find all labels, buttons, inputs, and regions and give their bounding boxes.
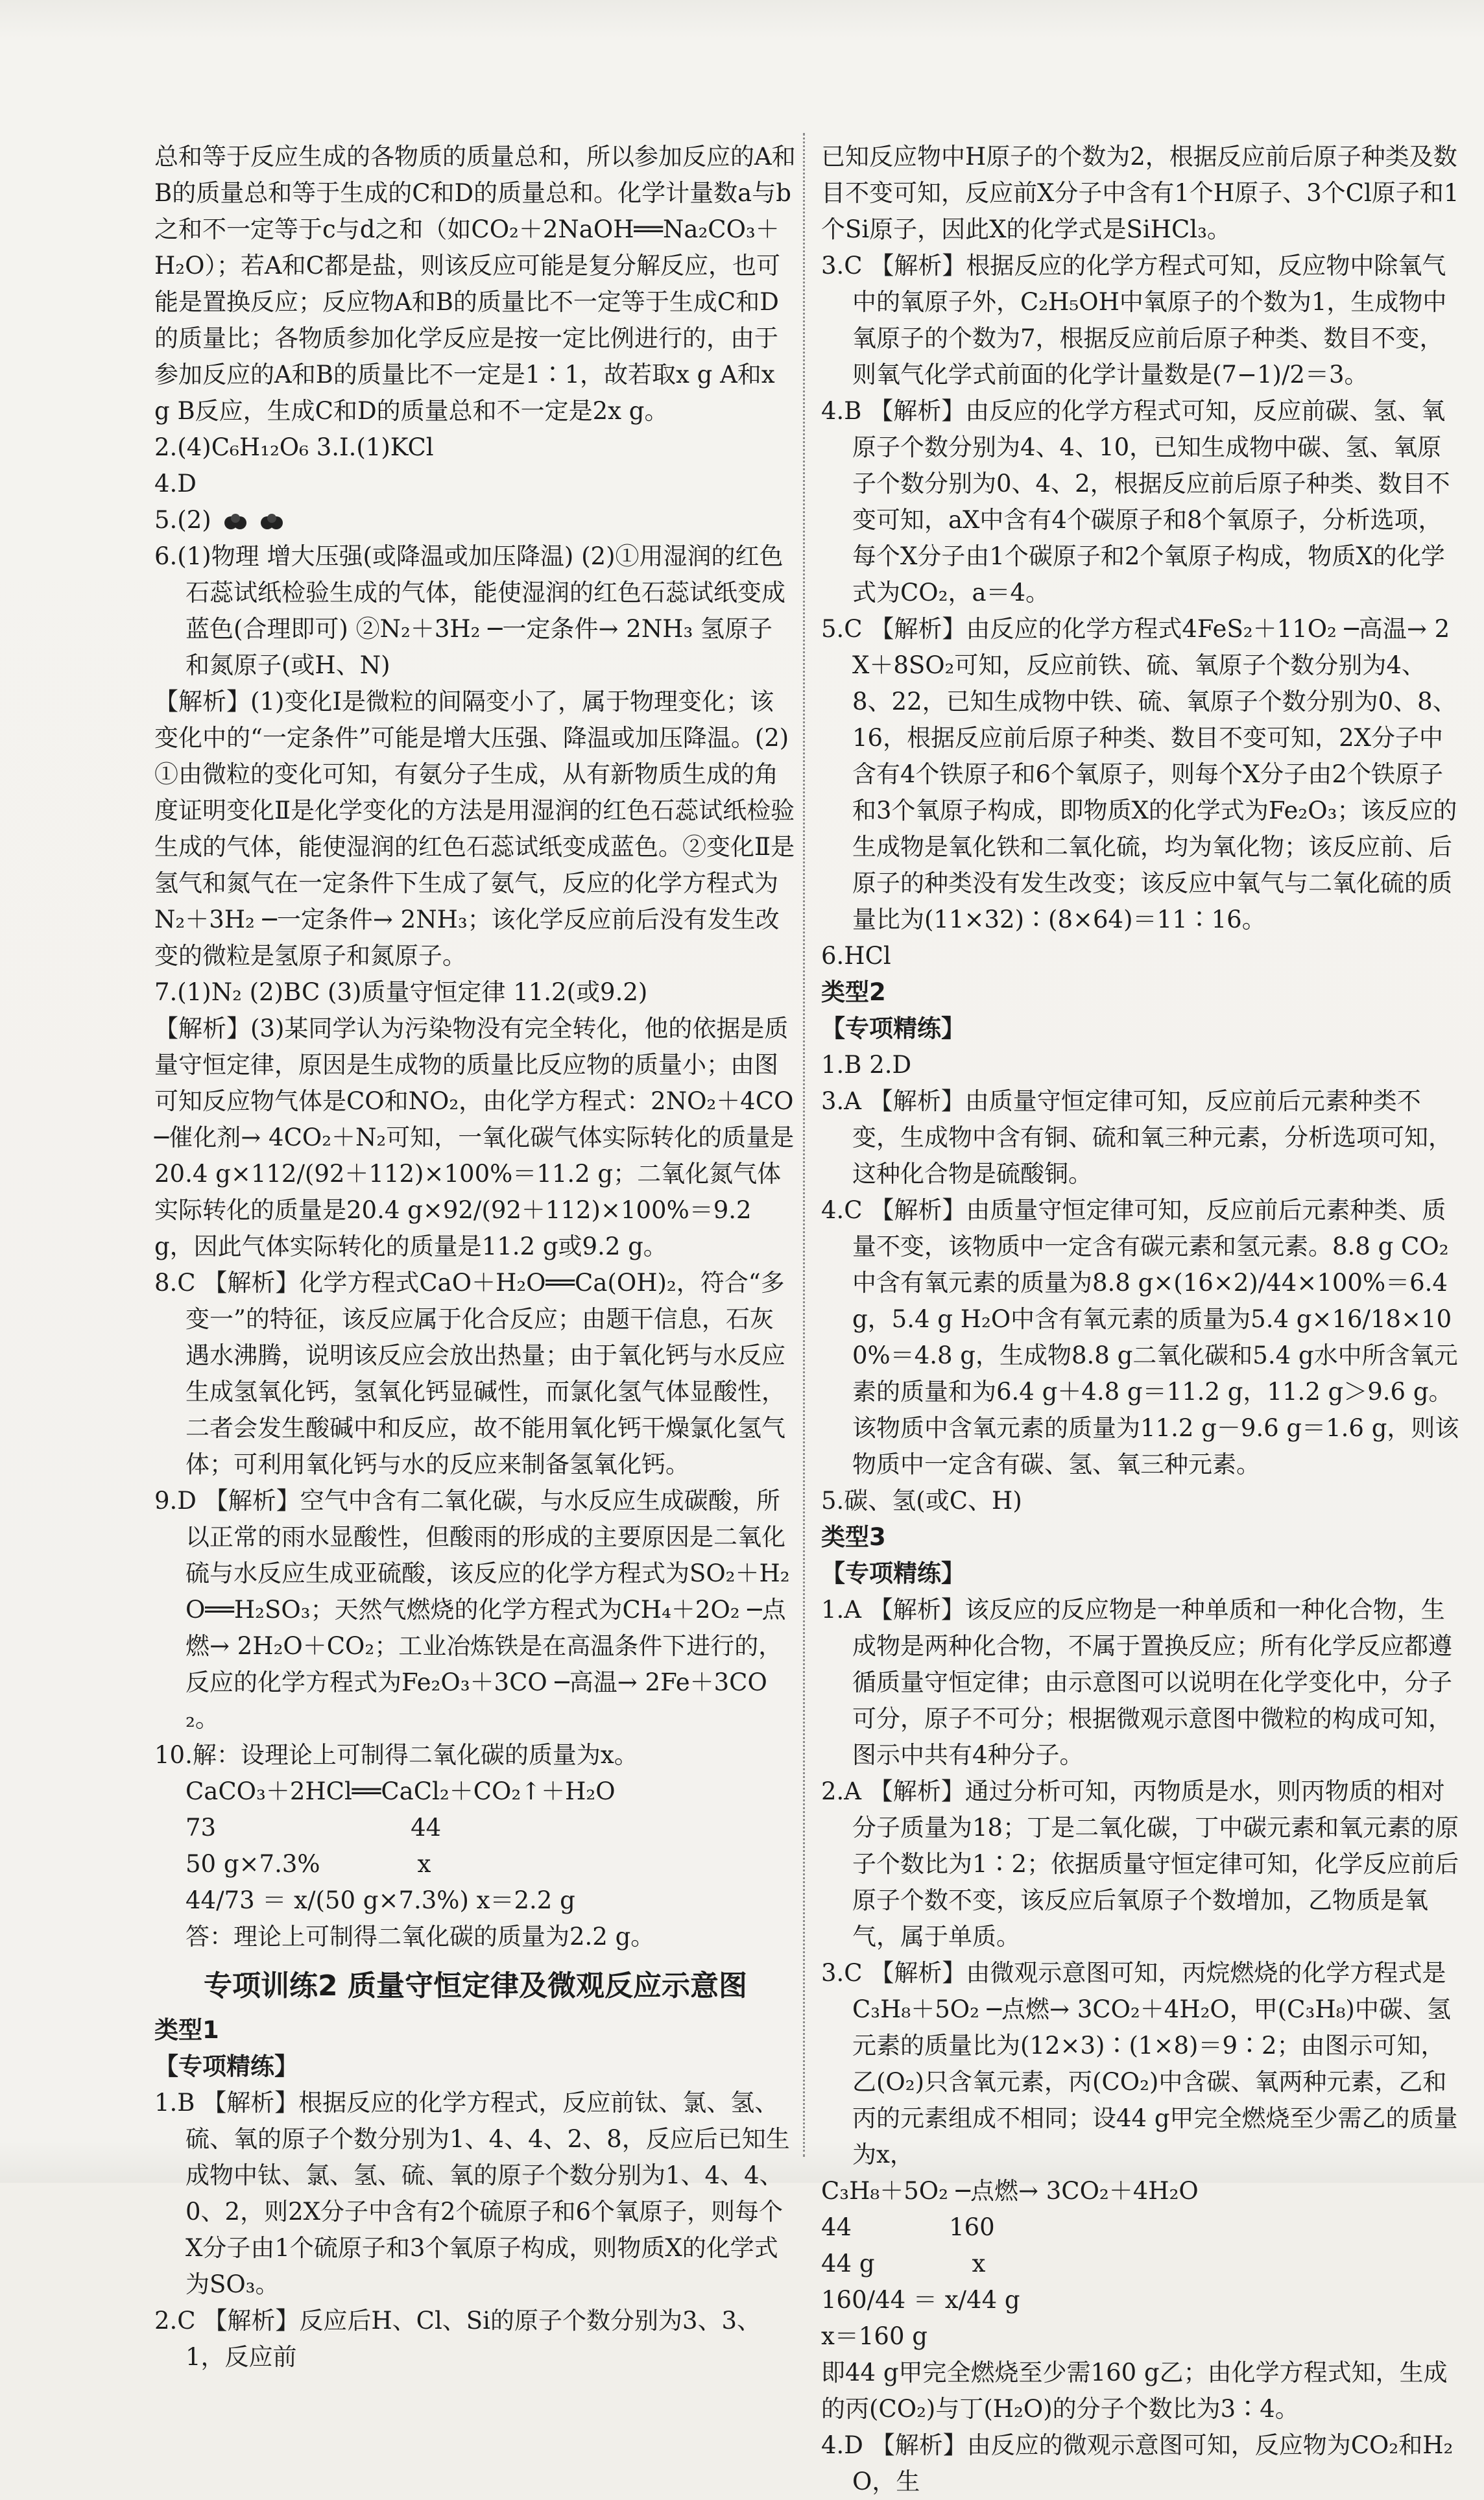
q10-mass-hcl: 73 xyxy=(186,1814,217,1842)
answer-7: 7.(1)N₂ (2)BC (3)质量守恒定律 11.2(或9.2) xyxy=(154,978,648,1006)
drill-2-heading: 【专项精练】 xyxy=(821,1015,965,1042)
drill-1-heading: 【专项精练】 xyxy=(154,2052,298,2080)
t3q3-ratio: 160/44 ＝ x/44 g xyxy=(821,2286,1020,2314)
q10-answer: 答：理论上可制得二氧化碳的质量为2.2 g。 xyxy=(186,1923,655,1951)
type-3-heading: 类型3 xyxy=(821,1523,886,1551)
type1-answer-5: 5.C 【解析】由反应的化学方程式4FeS₂＋11O₂ ─高温→ 2X＋8SO₂可知，反应前铁、硫、氧原子个数分别为4、8、22，已知生成物中铁、硫、氧原子个数分别为0、8、16，根据反应前后原子种类、数目不变可知，2X分子中含有4个铁原子和6个氧原子，则每个X分子由2个铁原子和3个氧原子构成，即物质X的化学式为Fe₂O₃；该反应的生成物是氧化铁和二氧化硫，均为氧化物；该反应前、后原子的种类没有发生改变；该反应中氧气与二氧化硫的质量比为(11×32)∶(8×64)＝11∶16。 xyxy=(821,615,1457,933)
molecule-icon-2 xyxy=(260,512,283,532)
answer-9: 9.D 【解析】空气中含有二氧化碳，与水反应生成碳酸，所以正常的雨水显酸性，但酸雨的形成的主要原因是二氧化硫与水反应生成亚硫酸，该反应的化学方程式为SO₂＋H₂O══H₂SO₃；天然气燃烧的化学方程式为CH₄＋2O₂ ─点燃→ 2H₂O＋CO₂；工业冶炼铁是在高温条件下进行的，反应的化学方程式为Fe₂O₃＋3CO ─高温→ 2Fe＋3CO₂。 xyxy=(154,1487,790,1733)
type-1-heading: 类型1 xyxy=(154,2016,219,2044)
q10-ratio: 44/73 ＝ x/(50 g×7.3%) x＝2.2 g xyxy=(186,1886,575,1914)
section-title: 专项训练2 质量守恒定律及微观反应示意图 xyxy=(204,1969,747,2002)
type1-answer-2: 2.C 【解析】反应后H、Cl、Si的原子个数分别为3、3、1，反应前 xyxy=(154,2307,761,2371)
type1-answer-2-cont: 已知反应物中H原子的个数为2，根据反应前后原子种类及数目不变可知，反应前X分子中含有1个H原子、3个Cl原子和1个Si原子，因此X的化学式是SiHCl₃。 xyxy=(821,143,1459,243)
type3-answer-2: 2.A 【解析】通过分析可知，丙物质是水，则丙物质的相对分子质量为18；丁是二氧化碳，丁中碳元素和氧元素的原子个数比为1∶2；依据质量守恒定律可知，化学反应前后原子个数不变，该反应后氧原子个数增加，乙物质是氧气，属于单质。 xyxy=(821,1777,1459,1951)
answer-4: 4.D xyxy=(154,470,197,498)
t3q3-unknown: x xyxy=(972,2250,986,2278)
q10-given-hcl: 50 g×7.3% xyxy=(186,1850,320,1878)
drill-3-heading: 【专项精练】 xyxy=(821,1559,965,1587)
type2-answer-3: 3.A 【解析】由质量守恒定律可知，反应前后元素种类不变，生成物中含有铜、硫和氧三种元素，分析选项可知，这种化合物是硫酸铜。 xyxy=(821,1087,1452,1188)
type3-answer-3-tail: 即44 g甲完全燃烧至少需160 g乙；由化学方程式知，生成的丙(CO₂)与丁(H₂O)的分子个数比为3∶4。 xyxy=(821,2359,1448,2423)
answer-7-analysis: 【解析】(3)某同学认为污染物没有完全转化，他的依据是质量守恒定律，原因是生成物的质量比反应物的质量小；由图可知反应物气体是CO和NO₂，由化学方程式：2NO₂＋4CO ─催化剂→ 4CO₂＋N₂可知，一氧化碳气体实际转化的质量是20.4 g×112/(92＋112)×100%＝11.2 g；二氧化氮气体实际转化的质量是20.4 g×92/(92＋112)×100%＝9.2 g，因此气体实际转化的质量是11.2 g或9.2 g。 xyxy=(154,1015,795,1260)
type3-answer-3-working xyxy=(821,2173,1463,2355)
q10-given-row xyxy=(186,1846,796,1882)
type2-answer-4: 4.C 【解析】由质量守恒定律可知，反应前后元素种类、质量不变，该物质中一定含有碳元素和氢元素。8.8 g CO₂中含有氧元素的质量为8.8 g×(16×2)/44×100%＝6.4 g，5.4 g H₂O中含有氧元素的质量为5.4 g×16/18×100%＝4.8 g，生成物8.8 g二氧化碳和5.4 g水中所含氧元素的质量和为6.4 g＋4.8 g＝11.2 g，11.2 g＞9.6 g。该物质中含氧元素的质量为11.2 g－9.6 g＝1.6 g，则该物质中一定含有碳、氢、氧三种元素。 xyxy=(821,1196,1459,1478)
type3-answer-1: 1.A 【解析】该反应的反应物是一种单质和一种化合物，生成物是两种化合物，不属于置换反应；所有化学反应都遵循质量守恒定律；由示意图可以说明在化学变化中，分子可分，原子不可分；根据微观示意图中微粒的构成可知，图示中共有4种分子。 xyxy=(821,1596,1452,1769)
intro-paragraph: 总和等于反应生成的各物质的质量总和，所以参加反应的A和B的质量总和等于生成的C和D的质量总和。化学计量数a与b之和不一定等于c与d之和（如CO₂＋2NaOH══Na₂CO₃＋H₂O）；若A和C都是盐，则该反应可能是复分解反应，也可能是置换反应；反应物A和B的质量比不一定等于生成C和D的质量比；各物质参加化学反应是按一定比例进行的，由于参加反应的A和B的质量比不一定是1∶1，故若取x g A和x g B反应，生成C和D的质量总和不一定是2x g。 xyxy=(154,143,796,425)
right-column xyxy=(821,139,1463,2500)
answer-10-working xyxy=(154,1773,796,1955)
type2-answer-5: 5.碳、氢(或C、H) xyxy=(821,1487,1022,1515)
answer-6-analysis: 【解析】(1)变化Ⅰ是微粒的间隔变小了，属于物理变化；该变化中的“一定条件”可能是增大压强、降温或加压降温。(2)①由微粒的变化可知，有氨分子生成，从有新物质生成的角度证明变化Ⅱ是化学变化的方法是用湿润的红色石蕊试纸检验生成的气体，能使湿润的红色石蕊试纸变成蓝色。②变化Ⅱ是氢气和氮气在一定条件下生成了氨气，反应的化学方程式为N₂＋3H₂ ─一定条件→ 2NH₃；该化学反应前后没有发生改变的微粒是氢原子和氮原子。 xyxy=(154,688,795,970)
answer-5-label: 5.(2) xyxy=(154,506,211,534)
t3q3-equation: C₃H₈＋5O₂ ─点燃→ 3CO₂＋4H₂O xyxy=(821,2177,1199,2205)
column-divider xyxy=(803,133,805,2157)
q10-molar-row xyxy=(186,1810,796,1846)
type3-answer-4: 4.D 【解析】由反应的微观示意图可知，反应物为CO₂和H₂O，生 xyxy=(821,2431,1454,2495)
type1-answer-1: 1.B 【解析】根据反应的化学方程式，反应前钛、氯、氢、硫、氧的原子个数分别为1、4、4、2、8，反应后已知生成物中钛、氯、氢、硫、氧的原子个数分别为1、4、4、0、2，则2X分子中含有2个硫原子和6个氧原子，则每个X分子由1个硫原子和3个氧原子构成，则物质X的化学式为SO₃。 xyxy=(154,2089,790,2298)
type-2-heading: 类型2 xyxy=(821,978,886,1006)
answer-5 xyxy=(154,502,796,538)
t3q3-given-row xyxy=(821,2246,1463,2282)
left-column xyxy=(154,139,796,2375)
type1-answer-6: 6.HCl xyxy=(821,942,891,970)
t3q3-mass-propane: 44 xyxy=(821,2213,852,2241)
type2-answer-1-2: 1.B 2.D xyxy=(821,1051,912,1079)
answer-2-3: 2.(4)C₆H₁₂O₆ 3.Ⅰ.(1)KCl xyxy=(154,433,434,461)
t3q3-mass-oxygen: 160 xyxy=(949,2213,995,2241)
answer-10: 10.解：设理论上可制得二氧化碳的质量为x。 xyxy=(154,1741,638,1769)
type3-answer-3: 3.C 【解析】由微观示意图可知，丙烷燃烧的化学方程式是C₃H₈＋5O₂ ─点燃→ 3CO₂＋4H₂O，甲(C₃H₈)中碳、氢元素的质量比为(12×3)∶(1×8)＝9∶2；由图示可知，乙(O₂)只含氧元素，丙(CO₂)中含碳、氧两种元素，乙和丙的元素组成不相同；设44 g甲完全燃烧至少需乙的质量为x， xyxy=(821,1959,1458,2169)
q10-unknown: x xyxy=(417,1850,431,1878)
q10-equation: CaCO₃＋2HCl══CaCl₂＋CO₂↑＋H₂O xyxy=(186,1777,616,1805)
type1-answer-4: 4.B 【解析】由反应的化学方程式可知，反应前碳、氢、氧原子个数分别为4、4、10，已知生成物中碳、氢、氧原子个数分别为0、4、2，根据反应前后原子种类、数目不变可知，aX中含有4个碳原子和8个氧原子，分析选项，每个X分子由1个碳原子和2个氧原子构成，物质X的化学式为CO₂，a＝4。 xyxy=(821,397,1450,607)
q10-mass-co2: 44 xyxy=(411,1814,442,1842)
t3q3-result: x＝160 g xyxy=(821,2322,928,2350)
type1-answer-3: 3.C 【解析】根据反应的化学方程式可知，反应物中除氧气中的氧原子外，C₂H₅OH中氧原子的个数为1，生成物中氧原子的个数为7，根据反应前后原子种类、数目不变，则氧气化学式前面的化学计量数是(7−1)/2＝3。 xyxy=(821,252,1447,389)
molecule-icon-1 xyxy=(224,512,247,532)
answer-6: 6.(1)物理 增大压强(或降温或加压降温) (2)①用湿润的红色石蕊试纸检验生成的气体，能使湿润的红色石蕊试纸变成蓝色(合理即可) ②N₂＋3H₂ ─一定条件→ 2NH₃ 氢原子和氮原子(或H、N) xyxy=(154,542,785,679)
t3q3-given: 44 g xyxy=(821,2250,875,2278)
t3q3-molar-row xyxy=(821,2209,1463,2246)
answer-8: 8.C 【解析】化学方程式CaO＋H₂O══Ca(OH)₂，符合“多变一”的特征，该反应属于化合反应；由题干信息，石灰遇水沸腾，说明该反应会放出热量；由于氧化钙与水反应生成氢氧化钙，氢氧化钙显碱性，而氯化氢气体显酸性，二者会发生酸碱中和反应，故不能用氧化钙干燥氯化氢气体；可利用氧化钙与水的反应来制备氢氧化钙。 xyxy=(154,1269,785,1478)
